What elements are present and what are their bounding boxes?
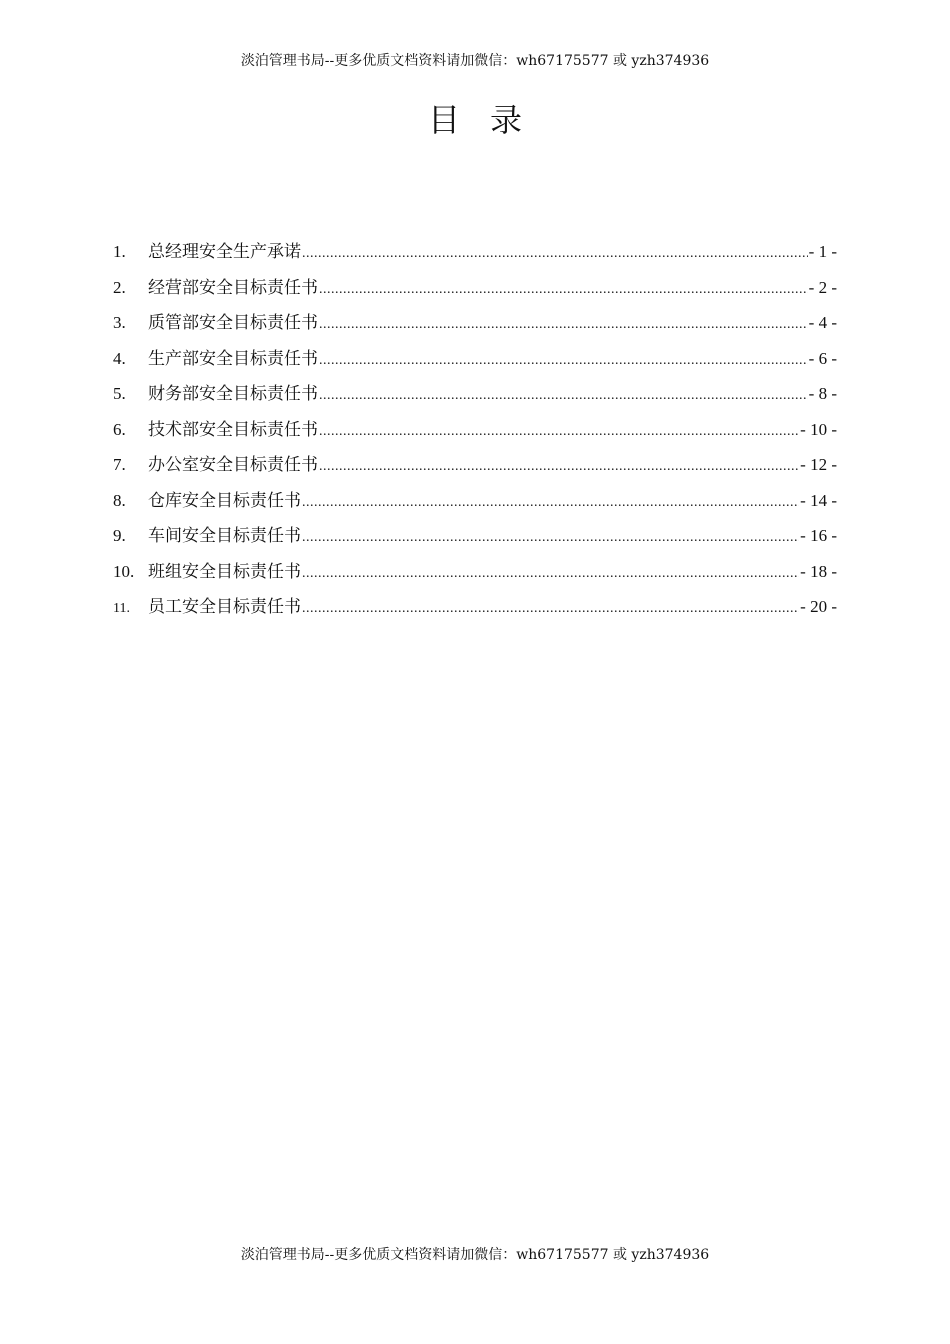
toc-entry-title: 总经理安全生产承诺 (148, 242, 301, 262)
toc-entry-number: 3. (113, 313, 126, 332)
toc-entry-number: 4. (113, 348, 126, 368)
toc-dot-leader (302, 597, 799, 621)
toc-entry-number: 7. (113, 455, 126, 474)
toc-dot-leader (319, 384, 808, 408)
toc-dot-leader (302, 562, 799, 586)
toc-entry-title: 经营部安全目标责任书 (148, 277, 318, 298)
toc-entry-number: 11. (113, 601, 130, 616)
toc-dot-leader (319, 455, 799, 479)
toc-dot-leader (302, 526, 799, 550)
toc-entry-number: 8. (113, 490, 126, 510)
toc-dot-leader (319, 313, 808, 337)
toc-entry-number: 9. (113, 526, 126, 545)
page-title: 目录 (427, 101, 552, 139)
toc-entry[interactable] (113, 560, 837, 596)
toc-entry[interactable] (113, 489, 837, 525)
toc-entry-title: 班组安全目标责任书 (148, 561, 301, 582)
table-of-contents (113, 240, 837, 631)
toc-entry-title: 技术部安全目标责任书 (148, 419, 318, 440)
toc-entry-number: 5. (113, 384, 126, 403)
toc-entry[interactable] (113, 418, 837, 454)
header-note: 淡泊管理书局--更多优质文档资料请加微信：wh67175577 或 yzh374936 (240, 53, 710, 69)
toc-entry-page: - 6 - (808, 348, 837, 368)
toc-entry-page: - 4 - (808, 313, 837, 332)
toc-entry[interactable] (113, 453, 837, 489)
toc-entry-title: 办公室安全目标责任书 (148, 455, 318, 475)
toc-entry-page: - 8 - (808, 384, 837, 403)
toc-entry-page: - 2 - (808, 277, 837, 297)
toc-dot-leader (302, 491, 799, 515)
toc-entry-title: 仓库安全目标责任书 (148, 490, 301, 511)
toc-entry[interactable] (113, 240, 837, 276)
toc-entry[interactable] (113, 382, 837, 418)
footer-note: 淡泊管理书局--更多优质文档资料请加微信：wh67175577 或 yzh374936 (240, 1247, 710, 1263)
toc-entry-page: - 14 - (800, 490, 837, 510)
toc-entry-page: - 20 - (800, 597, 837, 616)
toc-entry[interactable] (113, 311, 837, 347)
toc-dot-leader (319, 278, 808, 302)
toc-dot-leader (319, 349, 808, 373)
toc-entry-number: 6. (113, 419, 126, 439)
toc-entry-page: - 10 - (800, 419, 837, 439)
toc-dot-leader (302, 242, 808, 266)
toc-entry-number: 10. (113, 561, 135, 581)
toc-entry-title: 员工安全目标责任书 (148, 597, 301, 617)
toc-dot-leader (319, 420, 799, 444)
toc-entry-page: - 16 - (800, 526, 837, 545)
toc-entry[interactable] (113, 595, 837, 631)
toc-entry[interactable] (113, 524, 837, 560)
toc-entry-page: - 18 - (800, 561, 837, 581)
toc-entry-page: - 12 - (800, 455, 837, 474)
toc-entry-title: 车间安全目标责任书 (148, 526, 301, 546)
toc-entry-title: 质管部安全目标责任书 (148, 313, 318, 333)
toc-entry-title: 生产部安全目标责任书 (148, 348, 318, 369)
toc-entry-number: 1. (113, 242, 126, 261)
toc-entry-title: 财务部安全目标责任书 (148, 384, 318, 404)
toc-entry-number: 2. (113, 277, 126, 297)
toc-entry[interactable] (113, 276, 837, 312)
toc-entry[interactable] (113, 347, 837, 383)
toc-entry-page: - 1 - (808, 242, 837, 261)
